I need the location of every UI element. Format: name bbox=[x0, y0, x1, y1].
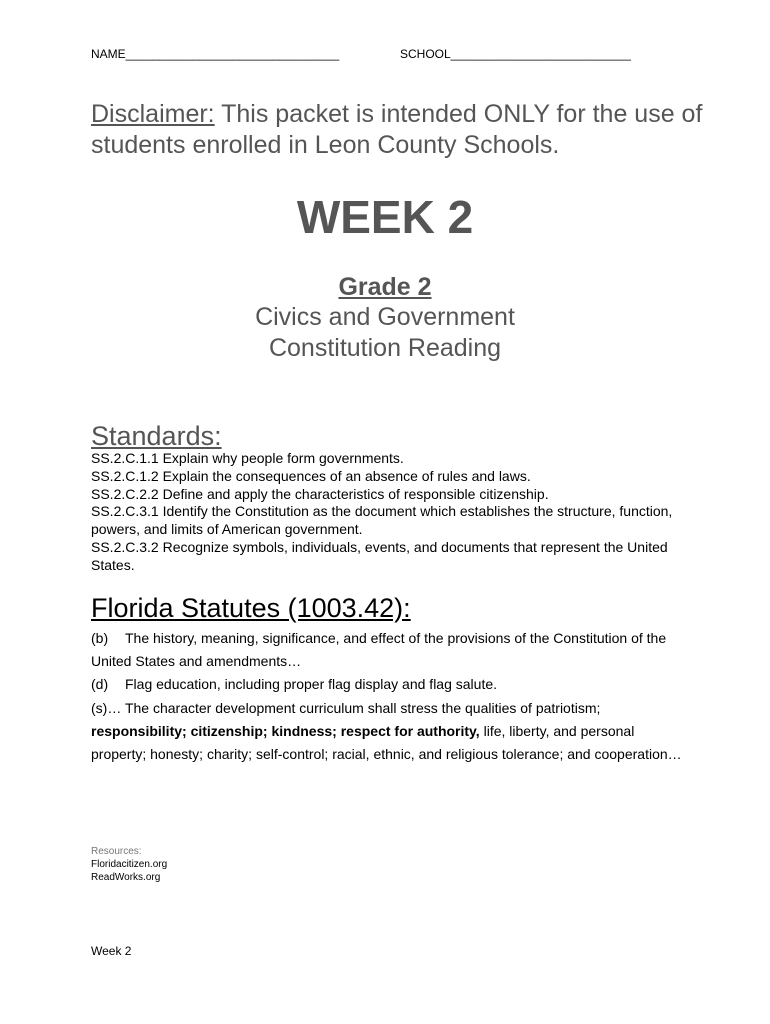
disclaimer-text: This packet is intended ONLY for the use of students enrolled in Leon County Schools. bbox=[91, 100, 703, 159]
standard-item: SS.2.C.2.2 Define and apply the characteristics of responsible citizenship. bbox=[91, 485, 549, 502]
disclaimer bbox=[91, 99, 711, 161]
statute-b bbox=[91, 627, 691, 673]
subtitle-constitution: Constitution Reading bbox=[268, 334, 502, 362]
statutes-body bbox=[91, 627, 691, 766]
standard-item: SS.2.C.3.1 Identify the Constitution as the document which establishes the structure, function, powers, and limits of American government. bbox=[91, 503, 673, 538]
statutes-heading: Florida Statutes (1003.42): bbox=[91, 593, 411, 623]
standard-item: SS.2.C.1.2 Explain the consequences of an absence of rules and laws. bbox=[91, 467, 531, 484]
week-title: WEEK 2 bbox=[296, 191, 474, 243]
resources-label: Resources: bbox=[91, 846, 142, 857]
statute-b-marker: (b) bbox=[91, 630, 109, 646]
standard-item: SS.2.C.3.2 Recognize symbols, individuals, events, and documents that represent the United States. bbox=[91, 538, 668, 573]
statute-d-marker: (d) bbox=[91, 676, 109, 693]
statute-d bbox=[91, 673, 691, 696]
statute-b-text: The history, meaning, significance, and effect of the provisions of the Constitution of the United States and amendments… bbox=[91, 630, 667, 670]
page-footer: Week 2 bbox=[91, 944, 132, 958]
statute-d-text: Flag education, including proper flag display and flag salute. bbox=[125, 676, 498, 693]
statute-s-rest: life, liberty, and personal property; honesty; charity; self-control; racial, ethnic, and religious tolerance; and cooperation… bbox=[91, 722, 682, 763]
resources bbox=[91, 845, 167, 884]
standards-heading: Standards: bbox=[91, 421, 222, 451]
statute-s bbox=[91, 697, 691, 767]
grade-heading: Grade 2 bbox=[338, 273, 432, 301]
subtitle-civics: Civics and Government bbox=[255, 303, 515, 331]
disclaimer-label: Disclaimer: bbox=[91, 100, 215, 128]
standard-item: SS.2.C.1.1 Explain why people form governments. bbox=[91, 450, 404, 466]
name-field-line: NAME________________________________ bbox=[91, 47, 340, 61]
statute-s-text: (s)… The character development curriculum shall stress the qualities of patriotism; bbox=[91, 699, 601, 716]
standards-list bbox=[91, 450, 691, 575]
resource-item: ReadWorks.org bbox=[91, 872, 161, 883]
resource-item: Floridacitizen.org bbox=[91, 859, 168, 870]
school-field-line: SCHOOL___________________________ bbox=[400, 47, 631, 61]
statute-s-bold: responsibility; citizenship; kindness; respect for authority, bbox=[91, 722, 480, 739]
